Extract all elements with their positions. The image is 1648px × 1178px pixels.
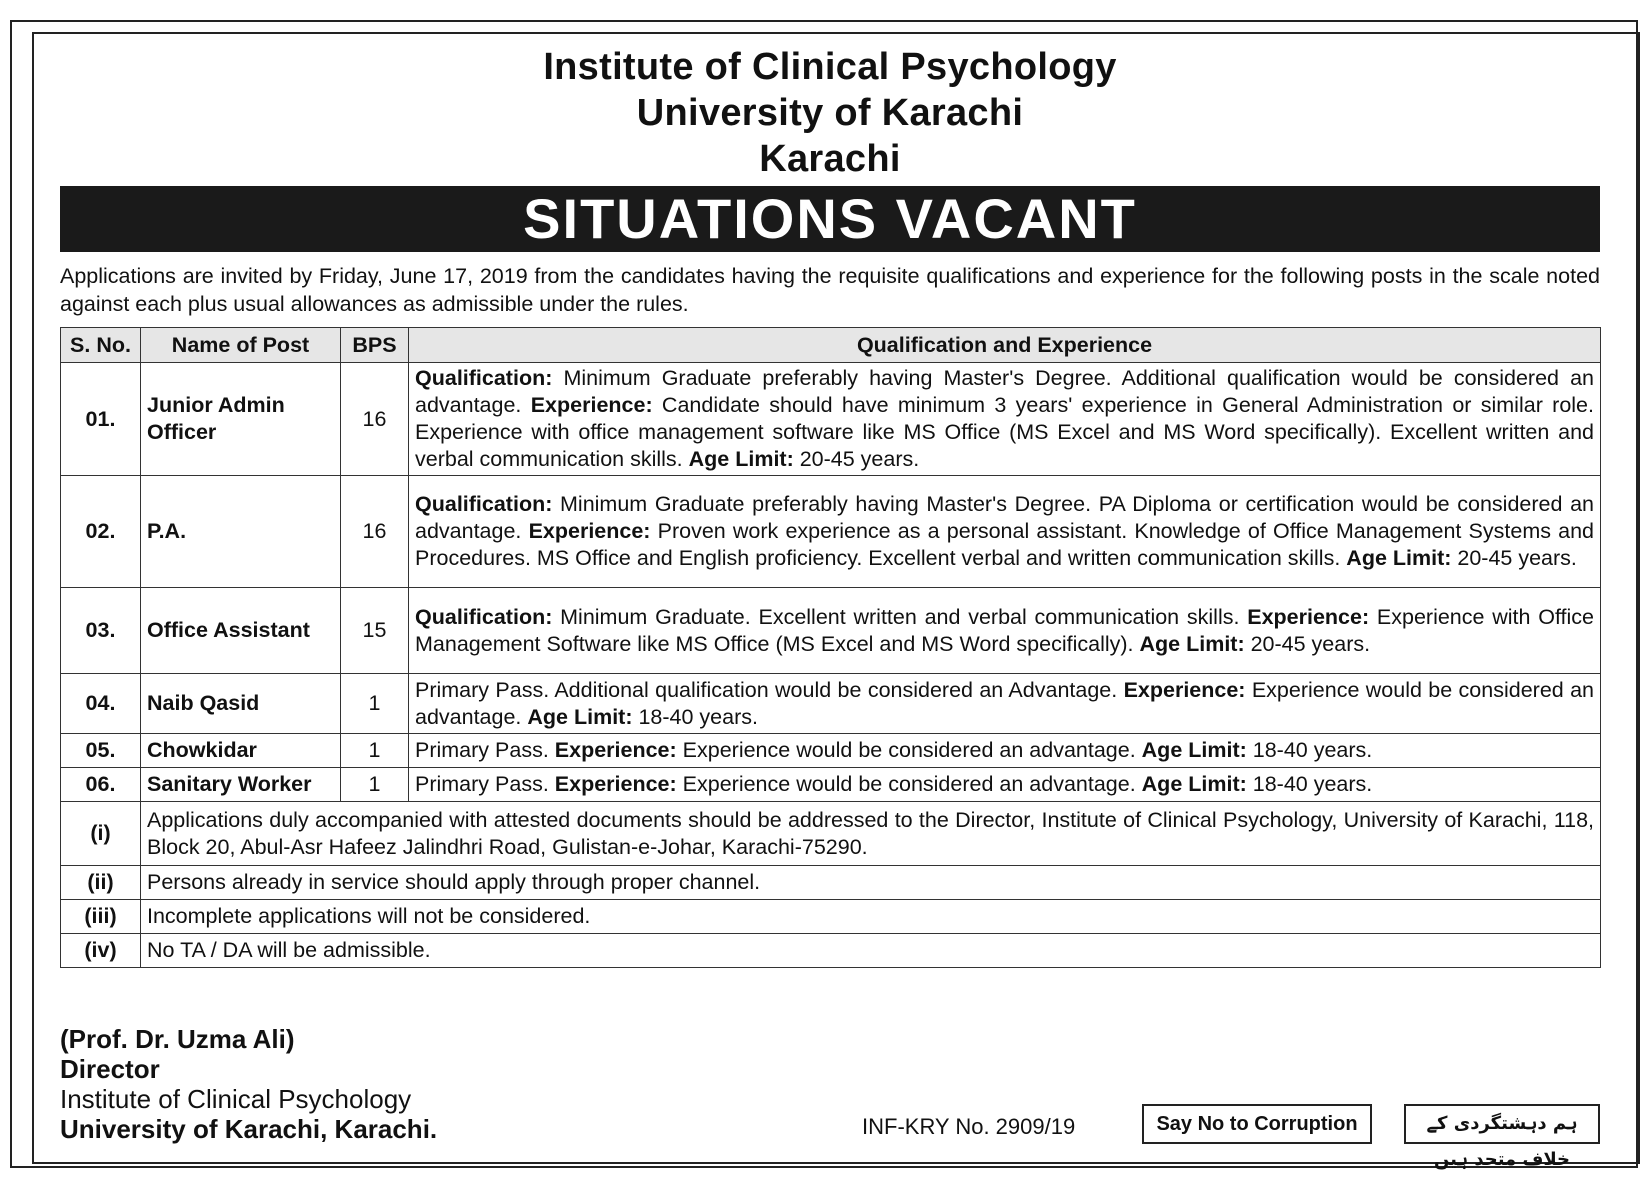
- age-limit-text: 18-40 years.: [632, 704, 758, 729]
- qualification-text: Primary Pass. Additional qualification would be considered an Advantage.: [415, 677, 1124, 702]
- qualification-label: Qualification:: [415, 604, 553, 629]
- row-sno: 03.: [61, 588, 141, 674]
- director-title: Director: [60, 1054, 160, 1084]
- header-sno: S. No.: [61, 328, 141, 363]
- row-bps: 1: [341, 768, 409, 802]
- row-qualification: [409, 363, 1601, 476]
- table-row: [61, 674, 1601, 734]
- row-sno: 06.: [61, 768, 141, 802]
- signature-institute: Institute of Clinical Psychology: [60, 1084, 412, 1114]
- row-bps: 1: [341, 734, 409, 768]
- city-name: Karachi: [759, 138, 901, 180]
- age-limit-label: Age Limit:: [527, 704, 633, 729]
- experience-text: Experience would be considered an advantage.: [676, 738, 1142, 762]
- row-sno: 01.: [61, 363, 141, 476]
- experience-text: Proven work experience as a personal assistant. Knowledge of Office Management Systems and Procedures. MS Office and English proficiency. Excellent verbal and written communication skills.: [415, 519, 1595, 570]
- header-post: Name of Post: [141, 328, 341, 363]
- note-row: [61, 900, 1601, 934]
- row-sno: 05.: [61, 734, 141, 768]
- note-text: No TA / DA will be admissible.: [141, 934, 1601, 968]
- say-no-to-corruption-box: Say No to Corruption: [1142, 1104, 1372, 1144]
- age-limit-label: Age Limit:: [1346, 546, 1452, 570]
- note-text: Persons already in service should apply through proper channel.: [141, 866, 1601, 900]
- note-number: (iv): [61, 934, 141, 968]
- row-post: Chowkidar: [141, 734, 341, 768]
- age-limit-text: 20-45 years.: [1451, 546, 1577, 570]
- signature-block: [60, 1024, 437, 1144]
- table-row: [61, 588, 1601, 674]
- note-number: (i): [61, 802, 141, 866]
- table-header-row: [61, 328, 1601, 363]
- table-row: [61, 734, 1601, 768]
- age-limit-text: 20-45 years.: [793, 447, 920, 471]
- row-qualification: [409, 734, 1601, 768]
- row-post: Naib Qasid: [141, 674, 341, 734]
- experience-text: Experience with Office Management Software like MS Office (MS Excel and MS Word specifically).: [415, 604, 1595, 656]
- row-sno: 04.: [61, 674, 141, 734]
- note-number: (ii): [61, 866, 141, 900]
- table-row: [61, 476, 1601, 588]
- experience-text: Candidate should have minimum 3 years' experience in General Administration or similar role. Experience with office management software like MS Office (MS Excel and MS Word specifically). Excellent written and verbal communication skills.: [415, 393, 1594, 471]
- qualification-text: Minimum Graduate preferably having Master's Degree. Additional qualification would be considered an advantage.: [415, 366, 1594, 417]
- age-limit-label: Age Limit:: [1141, 738, 1247, 762]
- row-qualification: [409, 674, 1601, 734]
- note-number: (iii): [61, 900, 141, 934]
- row-sno: 02.: [61, 476, 141, 588]
- experience-label: Experience:: [554, 738, 677, 762]
- header-qualification: Qualification and Experience: [409, 328, 1601, 363]
- experience-label: Experience:: [1247, 604, 1370, 629]
- experience-text: Experience would be considered an advantage.: [415, 677, 1594, 729]
- qualification-label: Qualification:: [415, 492, 553, 516]
- reference-number: INF-KRY No. 2909/19: [862, 1114, 1076, 1139]
- university-name: University of Karachi: [636, 92, 1024, 134]
- table-row: [61, 363, 1601, 476]
- director-name: (Prof. Dr. Uzma Ali): [60, 1024, 295, 1054]
- age-limit-label: Age Limit:: [1139, 631, 1245, 656]
- posts-table: [60, 327, 1601, 968]
- row-post: Office Assistant: [141, 588, 341, 674]
- row-qualification: [409, 768, 1601, 802]
- row-bps: 15: [341, 588, 409, 674]
- qualification-text: Primary Pass.: [415, 738, 555, 762]
- row-post: Junior Admin Officer: [141, 363, 341, 476]
- age-limit-text: 20-45 years.: [1244, 631, 1371, 656]
- note-row: [61, 802, 1601, 866]
- row-bps: 1: [341, 674, 409, 734]
- row-qualification: [409, 588, 1601, 674]
- table-row: [61, 768, 1601, 802]
- institute-name: Institute of Clinical Psychology: [543, 46, 1117, 88]
- note-row: [61, 934, 1601, 968]
- row-qualification: [409, 476, 1601, 588]
- experience-text: Experience would be considered an advantage.: [676, 772, 1142, 796]
- note-text: Applications duly accompanied with attested documents should be addressed to the Director, Institute of Clinical Psychology, University of Karachi, 118, Block 20, Abul-Asr Hafeez Jalindhri Road, Gulistan-e-Johar, Karachi-75290.: [141, 802, 1601, 866]
- row-bps: 16: [341, 476, 409, 588]
- age-limit-label: Age Limit:: [1141, 772, 1247, 796]
- intro-paragraph: Applications are invited by Friday, June 17, 2019 from the candidates having the requisite qualifications and experience for the following posts in the scale noted against each plus usual allowances as admissible under the rules.: [60, 264, 1600, 316]
- note-row: [61, 866, 1601, 900]
- urdu-slogan-box: ہم دہشتگردی کے خلاف متحد ہیں: [1404, 1104, 1600, 1144]
- signature-university: University of Karachi, Karachi.: [60, 1114, 438, 1144]
- advertisement-header: [60, 44, 1600, 182]
- age-limit-text: 18-40 years.: [1246, 738, 1373, 762]
- age-limit-text: 18-40 years.: [1246, 772, 1373, 796]
- experience-label: Experience:: [554, 772, 677, 796]
- row-post: Sanitary Worker: [141, 768, 341, 802]
- note-text: Incomplete applications will not be considered.: [141, 900, 1601, 934]
- experience-label: Experience:: [1123, 677, 1246, 702]
- experience-label: Experience:: [530, 393, 653, 417]
- experience-label: Experience:: [528, 519, 651, 543]
- qualification-text: Minimum Graduate. Excellent written and verbal communication skills.: [552, 604, 1248, 629]
- qualification-text: Primary Pass.: [415, 772, 555, 796]
- situations-vacant-banner: SITUATIONS VACANT: [60, 186, 1600, 252]
- qualification-label: Qualification:: [415, 366, 553, 390]
- row-bps: 16: [341, 363, 409, 476]
- row-post: P.A.: [141, 476, 341, 588]
- age-limit-label: Age Limit:: [688, 447, 794, 471]
- header-bps: BPS: [341, 328, 409, 363]
- qualification-text: Minimum Graduate preferably having Master's Degree. PA Diploma or certification would be considered an advantage.: [415, 492, 1594, 543]
